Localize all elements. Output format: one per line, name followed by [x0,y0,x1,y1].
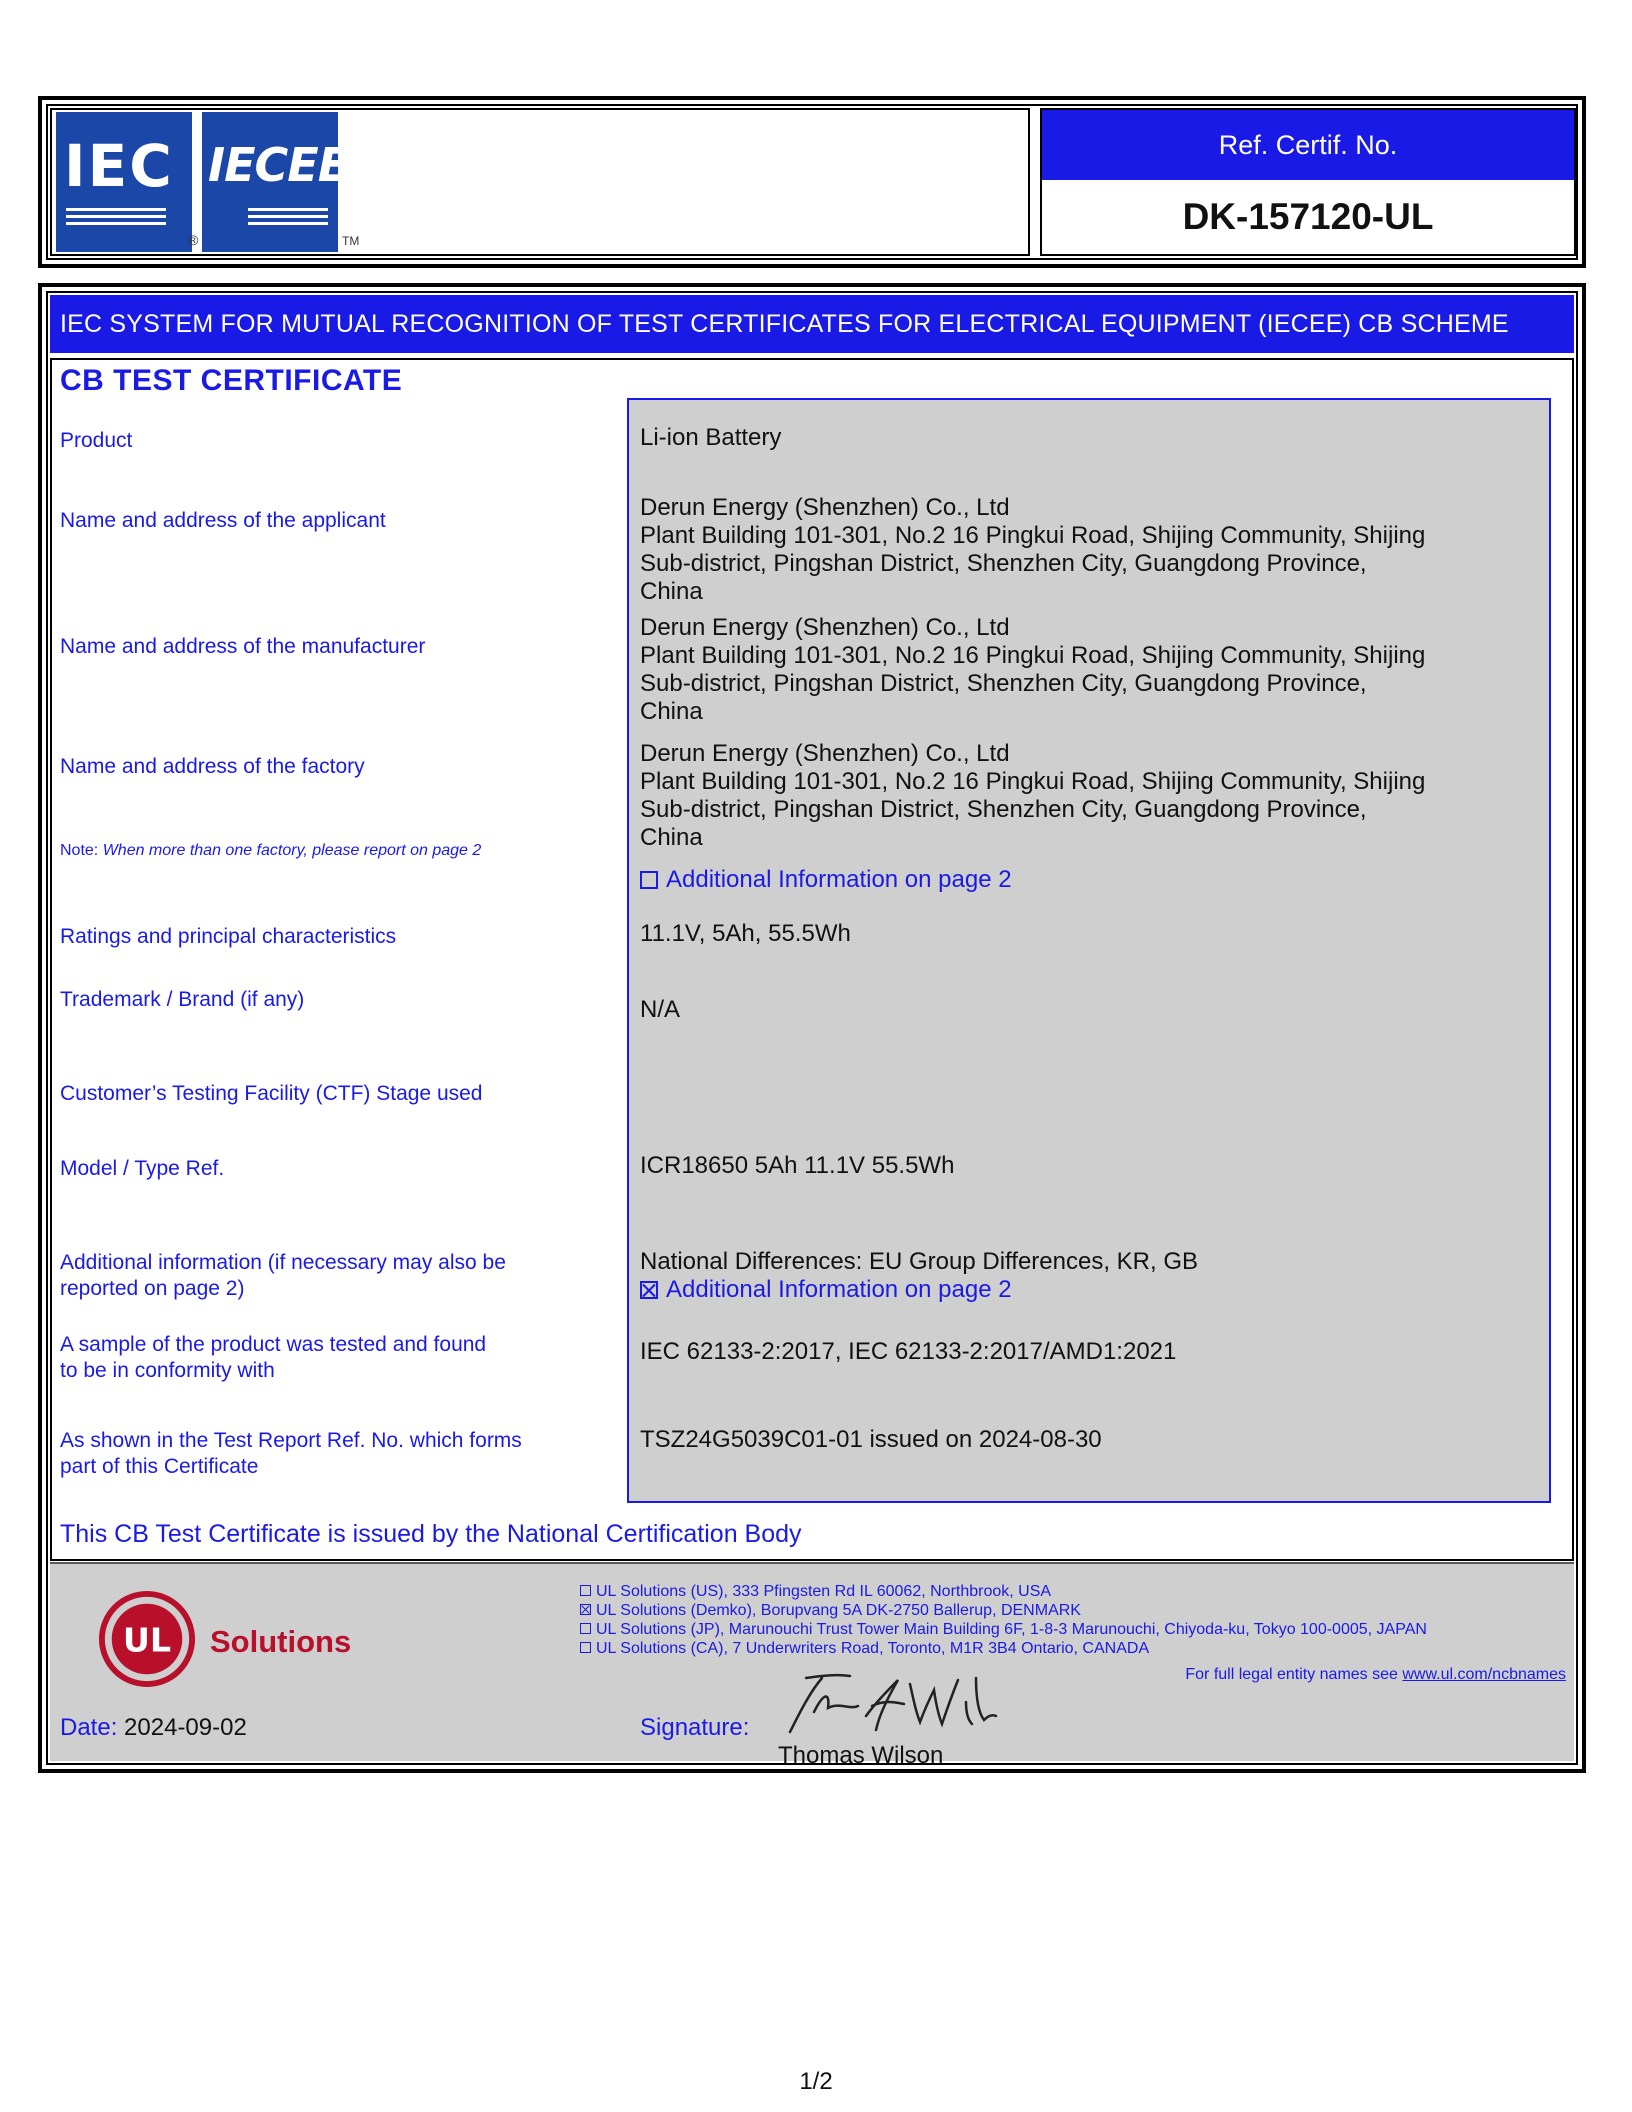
label-additional [60,1250,506,1302]
iecee-logo-text: IECEE [208,138,349,192]
date-label: Date: [60,1714,118,1741]
label-trademark: Trademark / Brand (if any) [60,988,305,1011]
iecee-logo-lines [248,208,328,229]
factory-additional-info-label: Additional Information on page 2 [666,866,1012,893]
label-conformity [60,1332,486,1384]
additional-info-label: Additional Information on page 2 [666,1276,1012,1303]
handwritten-signature [780,1672,1000,1744]
value-applicant: Derun Energy (Shenzhen) Co., Ltd Plant Building 101-301, No.2 16 Pingkui Road, Shijing Community, Shijing Sub-district, Pingshan District, Shenzhen City, Guangdong Province, China [640,494,1426,605]
factory-note-prefix: Note: [60,842,103,859]
iec-logo [56,112,192,252]
label-conformity-line2: to be in conformity with [60,1359,275,1382]
address-demko [580,1601,1081,1620]
trademark-mark: TM [342,234,360,248]
additional-info-checked [640,1276,1012,1304]
checkbox-unchecked-icon [580,1642,591,1653]
factory-note-text: When more than one factory, please report on page 2 [102,842,482,859]
reference-cell [1040,108,1576,256]
signature-label: Signature: [640,1714,750,1741]
label-factory: Name and address of the factory [60,755,365,778]
svg-text:UL: UL [122,1620,172,1660]
logo-cell [50,108,1030,256]
legal-entity-note [1185,1666,1566,1684]
label-test-report-line1: As shown in the Test Report Ref. No. which forms [60,1429,522,1452]
address-demko-text: UL Solutions (Demko), Borupvang 5A DK-2750 Ballerup, DENMARK [596,1602,1081,1619]
value-model: ICR18650 5Ah 11.1V 55.5Wh [640,1152,955,1179]
value-ratings: 11.1V, 5Ah, 55.5Wh [640,920,851,947]
address-us [580,1582,1051,1601]
iec-logo-text: IEC [64,132,174,200]
date-value: 2024-09-02 [124,1714,247,1741]
label-ctf: Customer’s Testing Facility (CTF) Stage used [60,1082,483,1105]
address-jp-text: UL Solutions (JP), Marunouchi Trust Tower Main Building 6F, 1-8-3 Marunouchi, Chiyoda-ku, Tokyo 100-0005, JAPAN [596,1621,1427,1638]
legal-prefix: For full legal entity names see [1185,1666,1403,1683]
scheme-banner: IEC SYSTEM FOR MUTUAL RECOGNITION OF TEST CERTIFICATES FOR ELECTRICAL EQUIPMENT (IECEE) CB SCHEME [50,295,1574,353]
signer-name: Thomas Wilson [778,1742,944,1769]
checkbox-unchecked-icon [640,871,658,889]
label-test-report-line2: part of this Certificate [60,1455,259,1478]
value-test-report: TSZ24G5039C01-01 issued on 2024-08-30 [640,1426,1102,1453]
label-conformity-line1: A sample of the product was tested and found [60,1333,487,1356]
checkbox-unchecked-icon [580,1585,591,1596]
certificate-title: CB TEST CERTIFICATE [60,364,403,397]
iec-logo-lines [66,208,166,229]
value-factory: Derun Energy (Shenzhen) Co., Ltd Plant Building 101-301, No.2 16 Pingkui Road, Shijing Community, Shijing Sub-district, Pingshan District, Shenzhen City, Guangdong Province, China [640,740,1426,851]
brand-name: Solutions [210,1624,352,1659]
legal-link[interactable]: www.ul.com/ncbnames [1402,1666,1566,1683]
issued-by-statement: This CB Test Certificate is issued by the National Certification Body [60,1520,802,1548]
value-manufacturer: Derun Energy (Shenzhen) Co., Ltd Plant Building 101-301, No.2 16 Pingkui Road, Shijing Community, Shijing Sub-district, Pingshan District, Shenzhen City, Guangdong Province, China [640,614,1426,725]
value-additional: National Differences: EU Group Differences, KR, GB [640,1248,1199,1275]
factory-note [60,838,481,864]
label-product: Product [60,429,133,452]
value-product: Li-ion Battery [640,424,782,451]
registered-mark: ® [188,232,199,248]
address-us-text: UL Solutions (US), 333 Pfingsten Rd IL 60062, Northbrook, USA [596,1583,1052,1600]
iecee-logo [202,112,349,252]
checkbox-checked-icon [580,1604,591,1615]
value-conformity: IEC 62133-2:2017, IEC 62133-2:2017/AMD1:2021 [640,1338,1177,1365]
page-number: 1/2 [799,2068,833,2095]
reference-number: DK-157120-UL [1182,196,1434,237]
factory-additional-info [640,866,1012,894]
label-test-report [60,1428,522,1480]
value-trademark: N/A [640,996,681,1023]
address-ca [580,1639,1149,1658]
label-additional-line1: Additional information (if necessary may also be [60,1251,506,1274]
ul-logo-icon [98,1590,196,1688]
label-additional-line2: reported on page 2) [60,1277,245,1300]
address-jp [580,1620,1427,1639]
label-applicant: Name and address of the applicant [60,509,386,532]
date-field [60,1714,247,1742]
reference-label: Ref. Certif. No. [1042,110,1574,180]
checkbox-unchecked-icon [580,1623,591,1634]
checkbox-checked-icon [640,1281,658,1299]
label-model: Model / Type Ref. [60,1157,225,1180]
address-ca-text: UL Solutions (CA), 7 Underwriters Road, Toronto, M1R 3B4 Ontario, CANADA [596,1640,1150,1657]
label-ratings: Ratings and principal characteristics [60,925,397,948]
label-manufacturer: Name and address of the manufacturer [60,635,426,658]
